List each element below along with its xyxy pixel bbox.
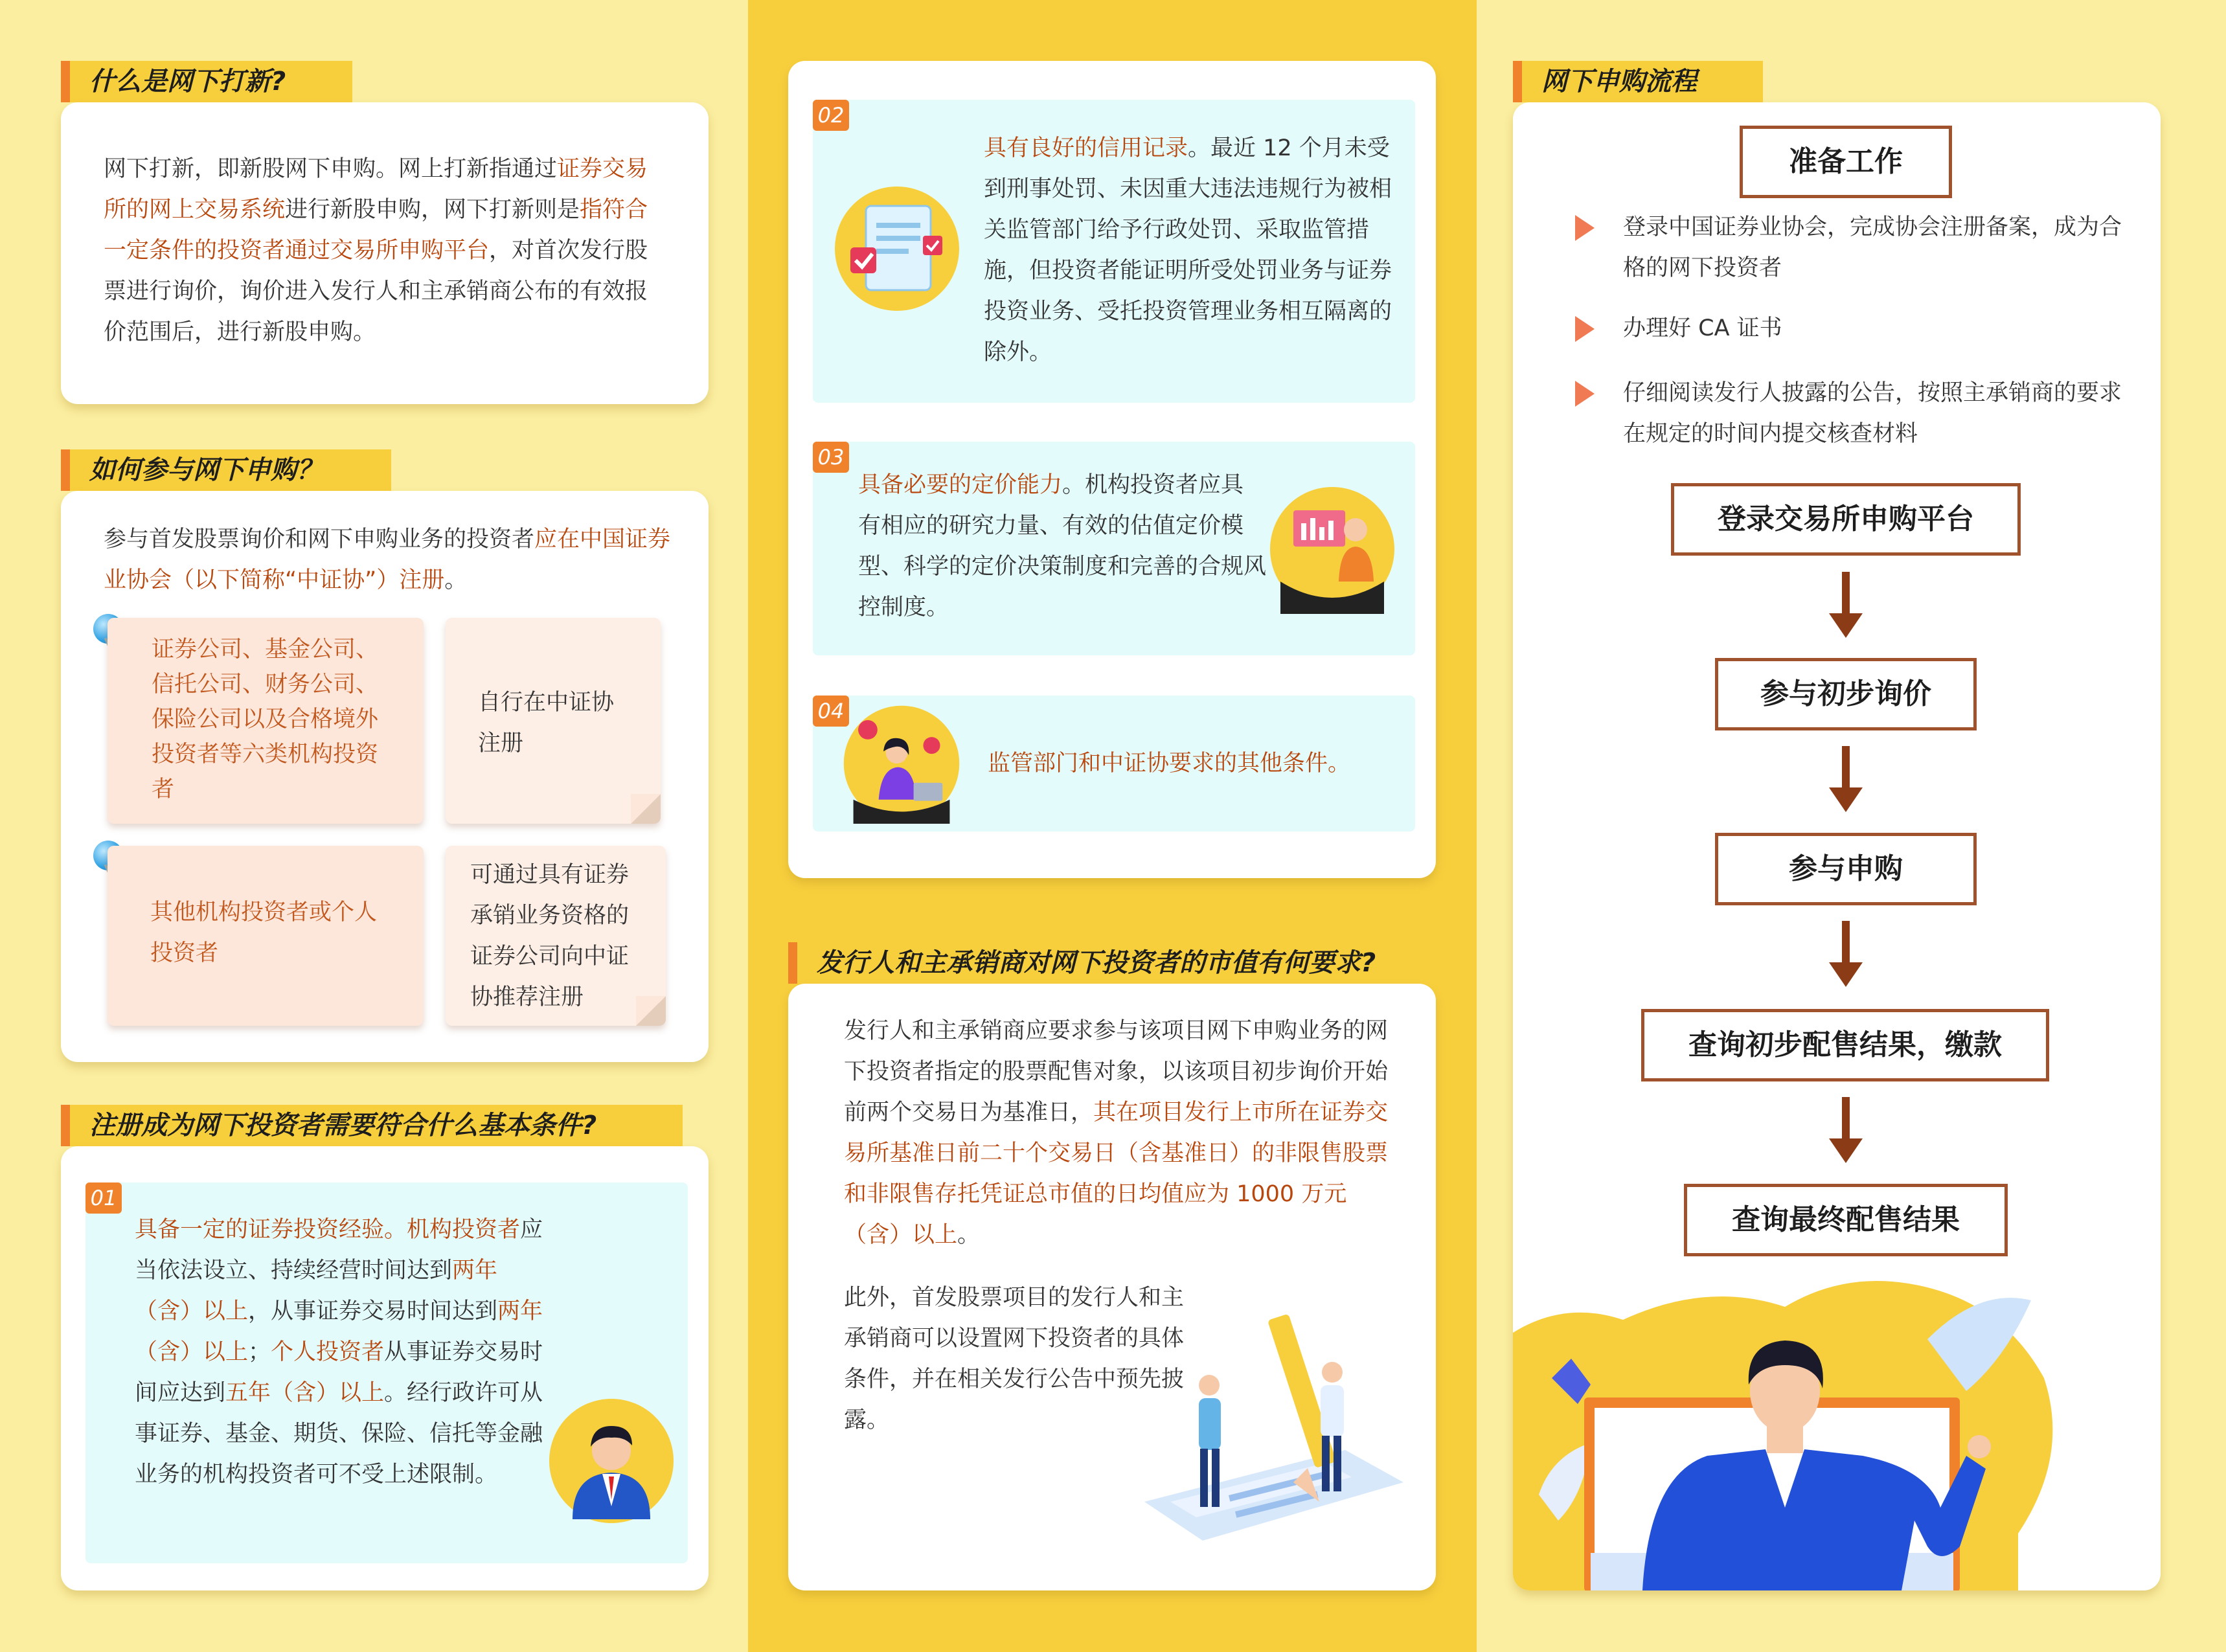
section-title-market-value: 发行人和主承销商对网下投资者的市值有何要求? bbox=[788, 942, 1436, 984]
card-basic-conditions bbox=[61, 1146, 709, 1590]
condition-panel-01 bbox=[85, 1182, 688, 1563]
card-how-to bbox=[61, 491, 709, 1062]
presenter-chart-icon bbox=[1267, 484, 1397, 614]
section-title-how-to: 如何参与网下申购？ bbox=[61, 449, 391, 491]
flow-step-prepare: 准备工作 bbox=[1740, 126, 1952, 198]
prepare-sub-3: 仔细阅读发行人披露的公告，按照主承销商的要求在规定的时间内提交核查材料 bbox=[1623, 380, 2122, 447]
flow-step-subscribe: 参与申购 bbox=[1715, 833, 1977, 905]
document-checklist-icon bbox=[832, 184, 962, 313]
condition-panel-03 bbox=[813, 442, 1415, 655]
section-title-what-is: 什么是网下打新? bbox=[61, 61, 352, 102]
card-process bbox=[1513, 102, 2161, 1590]
condition-02-text: 具有良好的信用记录。最近 12 个月未受到刑事处罚、未因重大违法违规行为被相关监管部门给予行政处罚、采取监管措施，但投资者能证明所受处罚业务与证券投资业务、受托投资管理业务相互隔离的除外。 bbox=[984, 135, 1392, 365]
section-title-process: 网下申购流程 bbox=[1513, 61, 1763, 102]
people-with-pencil-illustration-icon bbox=[1131, 1307, 1416, 1554]
badge-02: 02 bbox=[813, 100, 849, 131]
column-middle bbox=[748, 0, 1477, 1652]
badge-03: 03 bbox=[813, 442, 849, 473]
bullet-arrow-icon bbox=[1575, 215, 1595, 241]
woman-laptop-icon bbox=[841, 703, 962, 824]
page-curl bbox=[636, 996, 666, 1026]
badge-04: 04 bbox=[813, 696, 849, 727]
bullet-arrow-icon bbox=[1575, 316, 1595, 342]
prepare-sub-1: 登录中国证券业协会，完成协会注册备案，成为合格的网下投资者 bbox=[1623, 214, 2122, 281]
condition-01-text: 具备一定的证券投资经验。机构投资者应当依法设立、持续经营时间达到两年（含）以上，从事证券交易时间达到两年（含）以上；个人投资者从事证券交易时间应达到五年（含）以上。经行政许可从事证券、基金、期货、保险、信托等金融业务的机构投资者可不受上述限制。 bbox=[135, 1217, 543, 1488]
market-value-text: 发行人和主承销商应要求参与该项目网下申购业务的网下投资者指定的股票配售对象，以该项目初步询价开始前两个交易日为基准日，其在项目发行上市所在证券交易所基准日前二十个交易日（含基准日）的非限售股票和非限售存托凭证总市值的日均值应为 1000 万元（含）以上。 bbox=[844, 1018, 1389, 1248]
card-market-value bbox=[788, 984, 1436, 1590]
sticky-note-self-register: 自行在中证协注册 bbox=[446, 618, 661, 824]
sticky-note-six-institutions: 证券公司、基金公司、信托公司、财务公司、保险公司以及合格境外投资者等六类机构投资者 bbox=[108, 618, 424, 824]
sticky-note-other-investors: 其他机构投资者或个人投资者 bbox=[108, 846, 424, 1026]
flow-step-initial-inquiry: 参与初步询价 bbox=[1715, 658, 1977, 730]
card-conditions bbox=[788, 61, 1436, 878]
flow-step-final-allocation: 查询最终配售结果 bbox=[1684, 1184, 2008, 1256]
bullet-arrow-icon bbox=[1575, 381, 1595, 407]
presenter-screen-illustration-icon bbox=[1513, 1262, 2161, 1590]
column-left bbox=[0, 0, 748, 1652]
extra-conditions-text: 此外，首发股票项目的发行人和主承销商可以设置网下投资者的具体条件，并在相关发行公告中预先披露。 bbox=[844, 1285, 1185, 1433]
card-what-is bbox=[61, 102, 709, 404]
prepare-sub-2: 办理好 CA 证书 bbox=[1623, 315, 1782, 341]
flow-step-login-platform: 登录交易所申购平台 bbox=[1671, 483, 2021, 556]
condition-03-text: 具备必要的定价能力。机构投资者应具有相应的研究力量、有效的估值定价模型、科学的定价决策制度和完善的合规风控制度。 bbox=[858, 472, 1267, 620]
how-to-text: 参与首发股票询价和网下申购业务的投资者应在中国证券业协会（以下简称“中证协”）注册。 bbox=[104, 526, 671, 593]
businessman-illustration-icon bbox=[547, 1396, 676, 1526]
flow-step-initial-allocation: 查询初步配售结果，缴款 bbox=[1641, 1009, 2049, 1081]
condition-04-text: 监管部门和中证协要求的其他条件。 bbox=[988, 751, 1351, 776]
page-curl bbox=[631, 794, 661, 824]
condition-panel-04 bbox=[813, 696, 1415, 832]
condition-panel-02 bbox=[813, 100, 1415, 403]
sticky-note-recommend-register: 可通过具有证券承销业务资格的证券公司向中证协推荐注册 bbox=[446, 846, 666, 1026]
what-is-text: 网下打新，即新股网下申购。网上打新指通过证券交易所的网上交易系统进行新股申购，网下打新则是指符合一定条件的投资者通过交易所申购平台，对首次发行股票进行询价，询价进入发行人和主承销商公布的有效报价范围后，进行新股申购。 bbox=[104, 156, 648, 345]
section-title-basic-conditions: 注册成为网下投资者需要符合什么基本条件? bbox=[61, 1105, 683, 1146]
column-right bbox=[1477, 0, 2226, 1652]
badge-01: 01 bbox=[85, 1182, 122, 1214]
